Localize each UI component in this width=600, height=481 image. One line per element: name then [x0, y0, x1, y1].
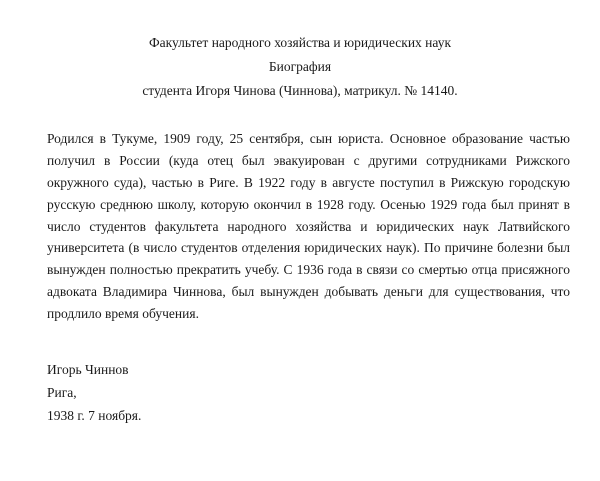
faculty-heading: Факультет народного хозяйства и юридических наук: [148, 35, 452, 50]
paragraph-line: русскую среднюю школу, которую окончил в 1928 году. Осенью 1929 года был принят в: [47, 196, 570, 212]
paragraph-line: Родился в Тукуме, 1909 году, 25 сентября, сын юриста. Основное образование частью: [47, 131, 570, 146]
paragraph-line: окружного суда), частью в Риге. В 1922 году в августе поступил в Рижскую городскую: [47, 174, 570, 190]
paragraph-line: продлило время обучения.: [47, 306, 199, 322]
paragraph-line: университета (в число студентов отделения юридических наук). По причине болезни был: [47, 240, 570, 256]
paragraph-line: вынужден полностью прекратить учебу. С 1936 года в связи со смертью отца присяжного: [47, 262, 570, 278]
document-title: Биография: [268, 59, 332, 74]
paragraph-line: число студентов факультета народного хозяйства и юридических наук Латвийского: [47, 218, 570, 234]
paragraph-line: получил в России (куда отец был эвакуирован с другими сотрудниками Рижского: [47, 152, 570, 168]
student-subtitle: студента Игоря Чинова (Чиннова), матрикул. № 14140.: [142, 83, 458, 98]
paragraph-line: адвоката Владимира Чиннова, был вынужден добывать деньги для существования, что: [47, 284, 570, 300]
biography-paragraph: [47, 128, 570, 325]
signature-name: Игорь Чиннов: [47, 362, 129, 377]
signature-date: 1938 г. 7 ноября.: [47, 408, 142, 423]
signature-city: Рига,: [47, 385, 77, 400]
